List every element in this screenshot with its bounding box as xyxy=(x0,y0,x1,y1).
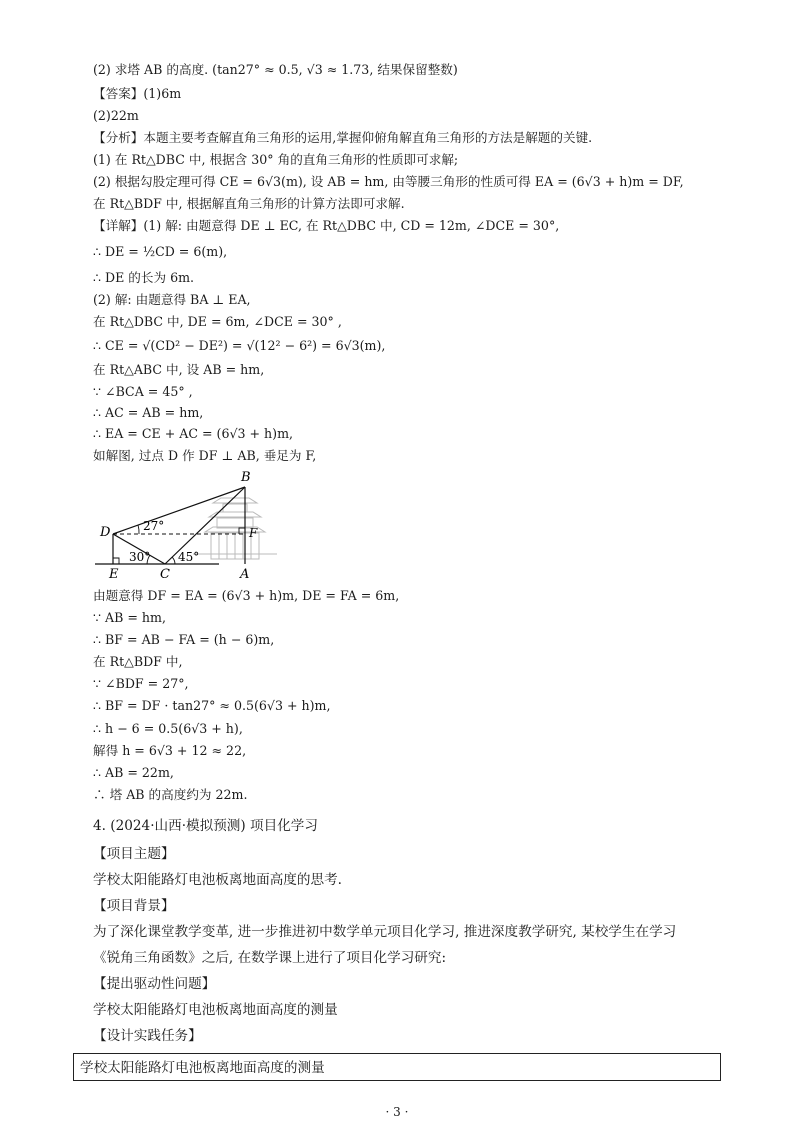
project-theme-heading: 【项目主题】 xyxy=(93,846,175,862)
solution-line: ∴ AC = AB = hm, xyxy=(93,405,204,420)
solution-line: 在 Rt△BDF 中, xyxy=(93,654,183,669)
question-part-2: (2) 求塔 AB 的高度. (tan27° ≈ 0.5, √3 ≈ 1.73, 结果保留整数) xyxy=(93,62,458,77)
label-a: A xyxy=(240,567,250,582)
angle-label-30: 30° xyxy=(129,550,151,564)
solution-line: 由题意得 DF = EA = (6√3 + h)m, DE = FA = 6m, xyxy=(93,588,400,603)
solution-line: 在 Rt△ABC 中, 设 AB = hm, xyxy=(93,362,265,377)
page-number: · 3 · xyxy=(385,1105,409,1119)
analysis-line-3: 在 Rt△BDF 中, 根据解直角三角形的计算方法即可求解. xyxy=(93,196,405,211)
label-d: D xyxy=(100,525,111,540)
solution-line: ∴ AB = 22m, xyxy=(93,765,174,780)
angle-arc-27 xyxy=(138,525,139,534)
project-theme-text: 学校太阳能路灯电池板离地面高度的思考. xyxy=(93,872,343,888)
answer-heading: 【答案】(1)6m xyxy=(93,86,182,101)
question-4-title: 4. (2024·山西·模拟预测) 项目化学习 xyxy=(93,818,318,834)
label-b: B xyxy=(241,470,251,485)
analysis-heading: 【分析】本题主要考查解直角三角形的运用,掌握仰俯角解直角三角形的方法是解题的关键. xyxy=(93,130,593,145)
analysis-line-1: (1) 在 Rt△DBC 中, 根据含 30° 角的直角三角形的性质即可求解; xyxy=(93,152,459,167)
solution-line: ∴ CE = √(CD² − DE²) = √(12² − 6²) = 6√3(m), xyxy=(93,338,386,353)
solution-line: (2) 解: 由题意得 BA ⊥ EA, xyxy=(93,292,251,307)
analysis-line-2: (2) 根据勾股定理可得 CE = 6√3(m), 设 AB = hm, 由等腰三角形的性质可得 EA = (6√3 + h)m = DF, xyxy=(93,174,684,189)
driving-question-text: 学校太阳能路灯电池板离地面高度的测量 xyxy=(93,1002,338,1018)
solution-line: ∴ h − 6 = 0.5(6√3 + h), xyxy=(93,721,243,736)
solution-heading: 【详解】(1) 解: 由题意得 DE ⊥ EC, 在 Rt△DBC 中, CD = 12m, ∠DCE = 30°, xyxy=(93,218,560,233)
project-background-text-2: 《锐角三角函数》之后, 在数学课上进行了项目化学习研究: xyxy=(93,950,447,966)
solution-line: ∵ ∠BDF = 27°, xyxy=(93,676,189,691)
pavilion-illustration xyxy=(193,498,277,559)
label-c: C xyxy=(160,567,170,582)
answer-part-2: (2)22m xyxy=(93,108,139,123)
task-table-row xyxy=(73,1053,721,1081)
angle-label-45: 45° xyxy=(178,550,200,564)
solution-line: ∴ BF = AB − FA = (h − 6)m, xyxy=(93,632,275,647)
solution-line: 解得 h = 6√3 + 12 ≈ 22, xyxy=(93,743,247,758)
solution-line: 在 Rt△DBC 中, DE = 6m, ∠DCE = 30° , xyxy=(93,314,342,329)
geometry-figure xyxy=(93,470,283,582)
solution-line: ∴ DE = ½CD = 6(m), xyxy=(93,244,228,259)
solution-line: ∵ ∠BCA = 45° , xyxy=(93,384,193,399)
task-table-cell: 学校太阳能路灯电池板离地面高度的测量 xyxy=(80,1060,325,1076)
solution-line: ∴ EA = CE + AC = (6√3 + h)m, xyxy=(93,426,294,441)
right-angle-mark-e xyxy=(113,558,119,564)
project-background-heading: 【项目背景】 xyxy=(93,898,175,914)
solution-line: ∴ BF = DF · tan27° ≈ 0.5(6√3 + h)m, xyxy=(93,698,331,713)
label-e: E xyxy=(109,567,119,582)
segment-cb xyxy=(165,487,245,564)
practice-task-heading: 【设计实践任务】 xyxy=(93,1028,202,1044)
label-f: F xyxy=(249,526,258,540)
driving-question-heading: 【提出驱动性问题】 xyxy=(93,976,216,992)
angle-arc-45 xyxy=(172,557,175,564)
solution-line: ∵ AB = hm, xyxy=(93,610,166,625)
solution-line: ∴ DE 的长为 6m. xyxy=(93,270,195,285)
conclusion-line: ∴ 塔 AB 的高度约为 22m. xyxy=(93,787,248,802)
angle-label-27: 27° xyxy=(143,519,165,533)
project-background-text-1: 为了深化课堂教学变革, 进一步推进初中数学单元项目化学习, 推进深度教学研究, 某校学生在学习 xyxy=(93,924,677,940)
solution-line: 如解图, 过点 D 作 DF ⊥ AB, 垂足为 F, xyxy=(93,448,317,463)
